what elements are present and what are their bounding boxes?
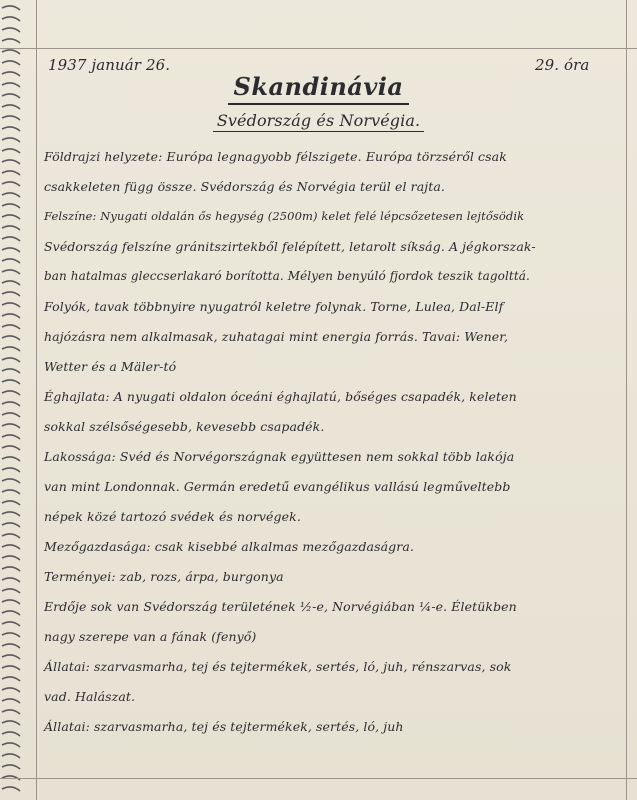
spiral-coil [2, 380, 20, 384]
spiral-coil [2, 743, 20, 747]
text-line: Állatai: szarvasmarha, tej és tejtermékek, sertés, ló, juh [44, 719, 404, 734]
spiral-coil [2, 512, 20, 516]
spiral-coil [2, 237, 20, 241]
bottom-margin-line [0, 778, 637, 779]
spiral-coil [2, 171, 20, 175]
spiral-coil [2, 193, 20, 197]
spiral-coil [2, 688, 20, 692]
spiral-coil [2, 347, 20, 351]
spiral-coil [2, 303, 20, 307]
spiral-coil [2, 358, 20, 362]
page-title-text: Skandinávia [228, 72, 410, 105]
text-line: sokkal szélsőségesebb, kevesebb csapadék. [44, 419, 325, 434]
text-line: ban hatalmas gleccserlakaró borította. Mélyen benyúló fjordok teszik tagolttá. [44, 269, 530, 283]
spiral-coil [2, 765, 20, 769]
spiral-coil [2, 578, 20, 582]
spiral-coil [2, 479, 20, 483]
text-line: hajózásra nem alkalmasak, zuhatagai mint energia forrás. Tavai: Wener, [44, 329, 509, 344]
spiral-coil [2, 600, 20, 604]
spiral-coil [2, 6, 20, 10]
spiral-coil [2, 644, 20, 648]
page-title [0, 72, 637, 101]
spiral-coil [2, 391, 20, 395]
spiral-coil [2, 655, 20, 659]
text-line: Terményei: zab, rozs, árpa, burgonya [44, 569, 284, 584]
spiral-coil [2, 413, 20, 417]
spiral-coil [2, 402, 20, 406]
spiral-coil [2, 754, 20, 758]
spiral-coil [2, 61, 20, 65]
top-margin-line [0, 48, 637, 49]
spiral-coil [2, 138, 20, 142]
spiral-coil [2, 501, 20, 505]
spiral-coil [2, 435, 20, 439]
spiral-coil [2, 270, 20, 274]
spiral-coil [2, 490, 20, 494]
spiral-coil [2, 336, 20, 340]
spiral-coil [2, 292, 20, 296]
spiral-coil [2, 666, 20, 670]
spiral-coil [2, 226, 20, 230]
spiral-coil [2, 50, 20, 54]
spiral-coil [2, 215, 20, 219]
text-line: Erdője sok van Svédország területének ½-e, Norvégiában ¼-e. Életükben [44, 599, 517, 614]
text-line: Lakossága: Svéd és Norvégországnak együttesen nem sokkal több lakója [44, 449, 515, 464]
spiral-coil [2, 105, 20, 109]
spiral-coil [2, 204, 20, 208]
spiral-coil [2, 787, 20, 791]
spiral-coil [2, 424, 20, 428]
text-line: Földrajzi helyzete: Európa legnagyobb félszigete. Európa törzséről csak [44, 149, 507, 164]
spiral-coil [2, 325, 20, 329]
spiral-coil [2, 39, 20, 43]
spiral-coil [2, 314, 20, 318]
page-subtitle-text: Svédország és Norvégia. [213, 111, 424, 132]
text-line: Svédország felszíne gránitszirtekből felépített, letarolt síkság. A jégkorszak- [44, 239, 536, 254]
spiral-coil [2, 589, 20, 593]
spiral-coil [2, 567, 20, 571]
spiral-coil [2, 446, 20, 450]
spiral-coil [2, 534, 20, 538]
text-line: népek közé tartozó svédek és norvégek. [44, 509, 301, 524]
spiral-coil [2, 369, 20, 373]
spiral-coil [2, 468, 20, 472]
text-line: Wetter és a Mäler-tó [44, 359, 177, 374]
spiral-coil [2, 677, 20, 681]
text-line: Mezőgazdasága: csak kisebbé alkalmas mezőgazdaságra. [44, 539, 414, 554]
spiral-coil [2, 149, 20, 153]
spiral-coil [2, 248, 20, 252]
spiral-coil [2, 17, 20, 21]
spiral-coil [2, 457, 20, 461]
text-line: csakkeleten függ össze. Svédország és Norvégia terül el rajta. [44, 179, 445, 194]
spiral-coil [2, 611, 20, 615]
spiral-coil [2, 259, 20, 263]
text-line: Folyók, tavak többnyire nyugatról keletre folynak. Torne, Lulea, Dal-Elf [44, 299, 504, 314]
text-line: Állatai: szarvasmarha, tej és tejtermékek, sertés, ló, juh, rénszarvas, sok [44, 659, 512, 674]
spiral-coil [2, 523, 20, 527]
spiral-coil [2, 160, 20, 164]
spiral-coil [2, 28, 20, 32]
entry-date: 1937 január 26. [48, 56, 171, 74]
spiral-coil [2, 633, 20, 637]
spiral-coil [2, 622, 20, 626]
spiral-coil [2, 732, 20, 736]
spiral-coil [2, 182, 20, 186]
spiral-coil [2, 545, 20, 549]
text-line: nagy szerepe van a fának (fenyő) [44, 629, 257, 644]
spiral-coil [2, 721, 20, 725]
spiral-coil [2, 710, 20, 714]
spiral-coil [2, 281, 20, 285]
text-line: vad. Halászat. [44, 689, 136, 704]
text-line: Felszíne: Nyugati oldalán ős hegység (2500m) kelet felé lépcsőzetesen lejtősödik [44, 209, 525, 223]
spiral-coil [2, 699, 20, 703]
spiral-coil [2, 556, 20, 560]
text-line: van mint Londonnak. Germán eredetű evangélikus vallású legműveltebb [44, 479, 511, 494]
text-line: Éghajlata: A nyugati oldalon óceáni éghajlatú, bőséges csapadék, keleten [44, 389, 517, 404]
page-subtitle [0, 111, 637, 130]
lesson-number: 29. óra [535, 56, 590, 74]
